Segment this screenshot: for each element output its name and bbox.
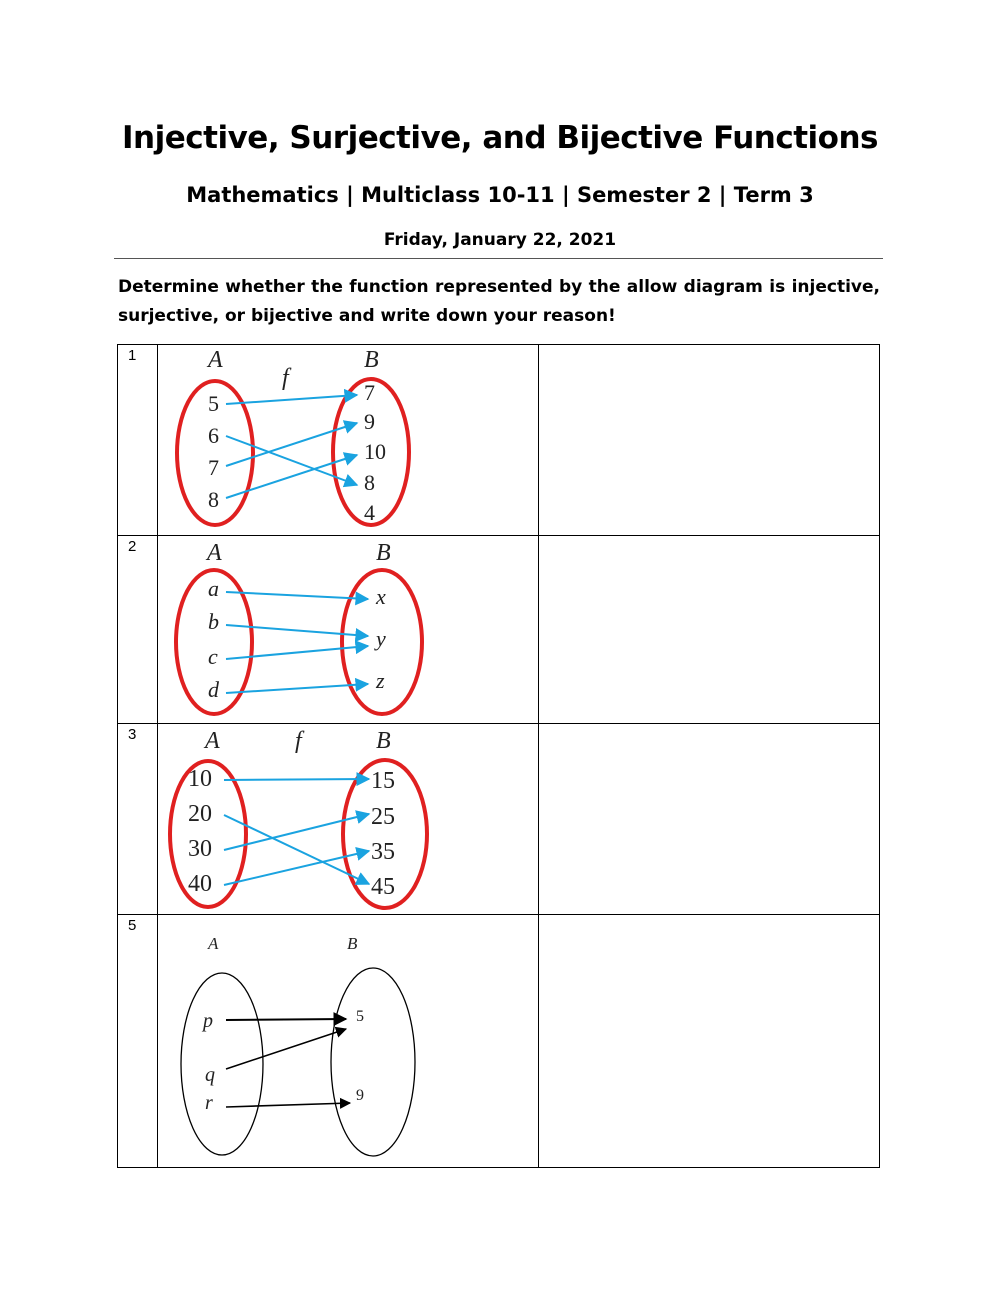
- set-a-ellipse: [181, 973, 263, 1155]
- set-b-element: 10: [364, 439, 386, 464]
- table-row: [118, 536, 880, 724]
- arrow-diagram-5: [158, 915, 538, 1165]
- set-a-label: A: [207, 540, 222, 566]
- mapping-arrow: [226, 592, 368, 599]
- row-number: 2: [118, 536, 158, 724]
- set-a-label: A: [208, 934, 219, 953]
- answer-cell[interactable]: [539, 536, 880, 724]
- mapping-arrow: [226, 1019, 346, 1020]
- answer-cell[interactable]: [539, 915, 880, 1168]
- arrow-diagram-cell: [158, 536, 539, 724]
- set-b-element: 9: [356, 1087, 364, 1104]
- set-b-element: 5: [356, 1008, 364, 1025]
- set-b-element: y: [376, 626, 386, 651]
- set-a-element: 40: [188, 871, 212, 897]
- function-label: f: [295, 728, 302, 754]
- row-number: 1: [118, 345, 158, 536]
- set-a-element: 8: [208, 487, 219, 512]
- set-b-element: 35: [371, 839, 395, 865]
- set-b-element: x: [376, 584, 386, 609]
- set-b-element: 25: [371, 804, 395, 830]
- row-number: 5: [118, 915, 158, 1168]
- set-a-element: q: [205, 1064, 215, 1086]
- set-a-element: a: [208, 576, 219, 601]
- arrow-diagram-3: [158, 724, 538, 914]
- set-a-element: 20: [188, 801, 212, 827]
- set-b-element: 8: [364, 470, 375, 495]
- mapping-arrow: [226, 625, 368, 636]
- exercise-table: [117, 344, 880, 1168]
- set-a-element: 5: [208, 391, 219, 416]
- worksheet-title: Injective, Surjective, and Bijective Functions: [122, 120, 878, 156]
- table-row: [118, 915, 880, 1168]
- mapping-arrow: [226, 1029, 346, 1069]
- set-a-element: c: [208, 644, 218, 669]
- set-b-element: 45: [371, 874, 395, 900]
- function-label: f: [282, 365, 289, 391]
- arrow-diagram-cell: [158, 915, 539, 1168]
- mapping-arrow: [224, 779, 369, 780]
- set-b-label: B: [347, 934, 358, 953]
- set-a-element: d: [208, 677, 219, 702]
- set-b-label: B: [376, 728, 391, 754]
- answer-cell[interactable]: [539, 724, 880, 915]
- arrow-diagram-1: [158, 345, 538, 535]
- set-a-element: p: [203, 1010, 213, 1032]
- table-row: [118, 724, 880, 915]
- set-b-label: B: [364, 347, 379, 373]
- set-b-ellipse: [331, 968, 415, 1156]
- set-a-element: 6: [208, 423, 219, 448]
- worksheet-date: Friday, January 22, 2021: [383, 230, 617, 250]
- mapping-arrow: [226, 684, 368, 693]
- set-b-element: 15: [371, 768, 395, 794]
- set-a-element: 30: [188, 836, 212, 862]
- header-divider: [114, 258, 883, 259]
- set-a-element: 7: [208, 455, 219, 480]
- set-b-element: 9: [364, 409, 375, 434]
- answer-cell[interactable]: [539, 345, 880, 536]
- instructions-text: Determine whether the function represented by the allow diagram is injective, surjective, or bijective and write down your reason!: [118, 277, 880, 326]
- arrow-diagram-2: [158, 536, 538, 722]
- set-a-element: 10: [188, 766, 212, 792]
- table-row: [118, 345, 880, 536]
- set-b-element: 4: [364, 500, 375, 525]
- arrow-diagram-cell: [158, 345, 539, 536]
- set-a-element: r: [205, 1092, 213, 1114]
- set-b-label: B: [376, 540, 391, 566]
- set-b-element: 7: [364, 380, 375, 405]
- set-a-element: b: [208, 609, 219, 634]
- mapping-arrow: [226, 395, 357, 404]
- mapping-arrow: [226, 1103, 350, 1107]
- set-a-label: A: [205, 728, 220, 754]
- worksheet-subtitle: Mathematics | Multiclass 10-11 | Semester 2 | Term 3: [186, 183, 814, 207]
- mapping-arrow: [226, 646, 368, 659]
- set-b-element: z: [376, 668, 385, 693]
- row-number: 3: [118, 724, 158, 915]
- arrow-diagram-cell: [158, 724, 539, 915]
- set-a-label: A: [208, 347, 223, 373]
